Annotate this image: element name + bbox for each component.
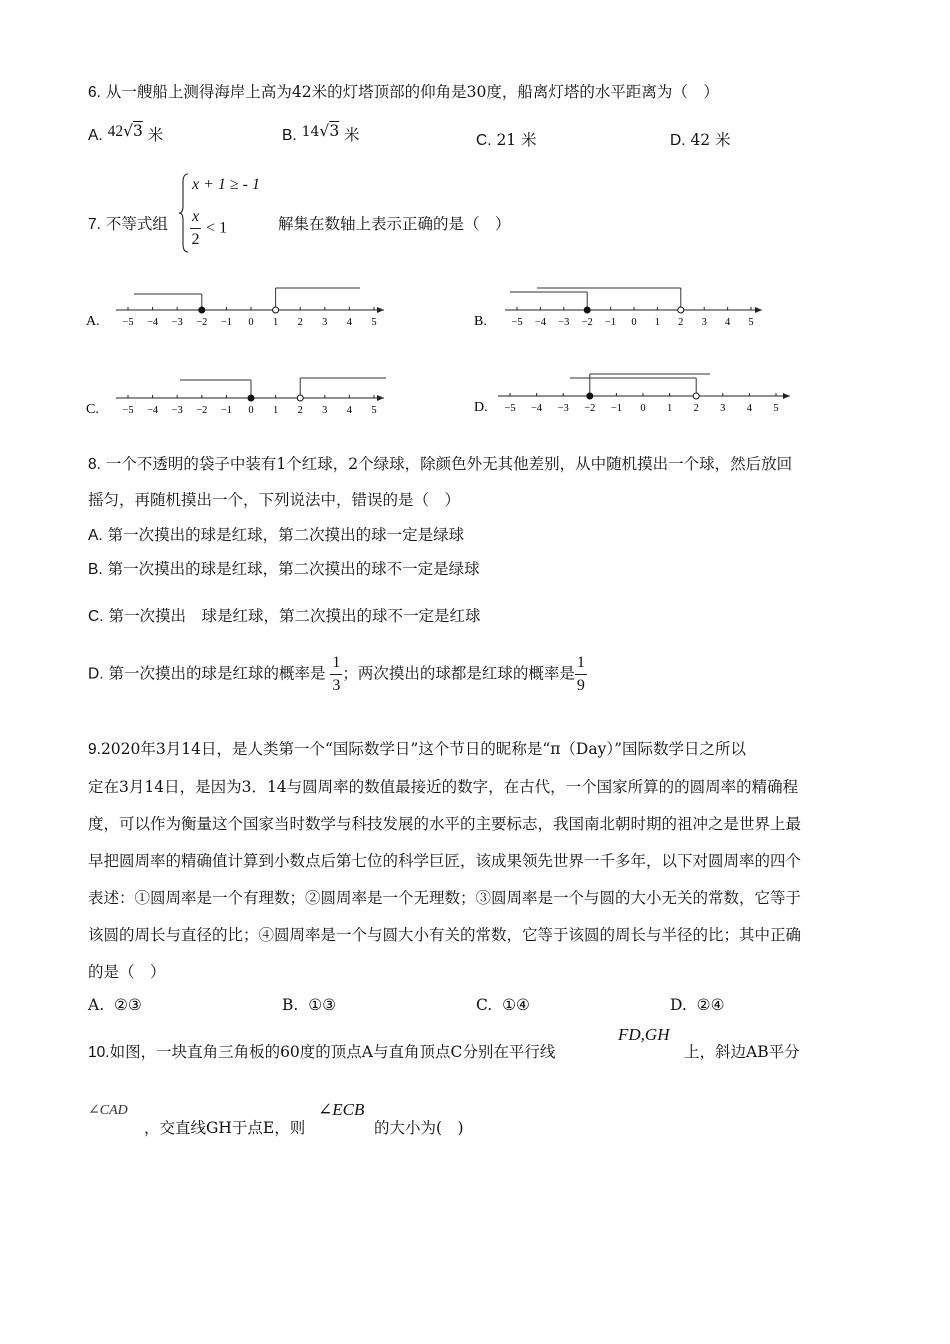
- q8-option-c: C. 第一次摸出 球是红球，第二次摸出的球不一定是红球: [88, 607, 481, 625]
- question-10-line-2-end: 的大小为( ): [374, 1119, 464, 1137]
- question-text: 2020年3月14日，是人类第一个“国际数学日”这个节日的昵称是“π（Day）”国际数学日之所以: [100, 740, 747, 758]
- tick-label: −5: [122, 317, 134, 328]
- tick-label: 5: [371, 405, 377, 416]
- axis-arrow: [377, 395, 384, 401]
- tick-label: 0: [248, 317, 254, 328]
- q8-option-b: B. 第一次摸出的球是红球，第二次摸出的球不一定是绿球: [88, 560, 480, 578]
- parallel-lines-label: FD,GH: [618, 1025, 670, 1044]
- tick-label: 3: [322, 317, 328, 328]
- question-number: 9.: [88, 741, 101, 758]
- option-text: 42 米: [690, 131, 731, 149]
- tick-label: 2: [678, 317, 684, 328]
- number-line-letter: A.: [86, 314, 100, 329]
- question-text: 不等式组: [105, 215, 168, 233]
- question-text: 一个不透明的袋子中装有1个红球，2个绿球，除颜色外无其他差别，从中随机摸出一个球，然后放回: [105, 455, 793, 473]
- option-letter: C.: [476, 996, 493, 1014]
- option-coefficient: 14: [301, 124, 320, 140]
- option-unit: 米: [147, 126, 164, 144]
- tick-label: 2: [297, 317, 303, 328]
- option-text: ②③: [113, 996, 142, 1014]
- tick-label: −3: [171, 405, 183, 416]
- angle-ecb-label: ∠ECB: [318, 1100, 365, 1119]
- question-number: 7.: [88, 216, 101, 233]
- question-7-stem: [88, 212, 168, 234]
- open-endpoint: [297, 395, 303, 401]
- question-9-line-3: 度，可以作为衡量这个国家当时数学与科技发展的水平的主要标志，我国南北朝时期的祖冲之是世界上最: [88, 815, 802, 833]
- tick-label: −5: [504, 403, 516, 414]
- question-9-line-6: 该圆的周长与直径的比；④圆周率是一个与圆大小有关的常数，它等于该圆的周长与半径的比；其中正确: [88, 926, 802, 944]
- number-line-a: [84, 280, 404, 330]
- number-line-c: [84, 368, 394, 418]
- option-text: 21 米: [496, 131, 537, 149]
- option-text: 第一次摸出的球是红球的概率是: [108, 664, 326, 683]
- tick-label: −5: [511, 317, 523, 328]
- question-7-stem-end: 解集在数轴上表示正确的是（ ）: [278, 215, 511, 233]
- fraction-denominator: 9: [575, 674, 587, 697]
- filled-endpoint: [199, 307, 205, 313]
- q9-option-b: [282, 996, 336, 1014]
- question-number: 8.: [88, 456, 101, 473]
- filled-endpoint: [248, 395, 254, 401]
- tick-label: 1: [272, 317, 279, 328]
- tick-label: −3: [558, 317, 570, 328]
- tick-label: −1: [610, 403, 622, 414]
- option-text: 第一次摸出的球是红球，第二次摸出的球不一定是绿球: [107, 560, 480, 578]
- option-letter: A.: [88, 996, 105, 1014]
- tick-label: −3: [171, 317, 183, 328]
- axis-arrow: [377, 307, 384, 313]
- open-endpoint: [678, 307, 684, 313]
- option-text: 第一次摸出的球是红球，第二次摸出的球一定是绿球: [107, 526, 465, 544]
- question-number: 10.: [88, 1044, 110, 1061]
- question-9-line-4: 早把圆周率的精确值计算到小数点后第七位的科学巨匠，该成果领先世界一千多年，以下对圆周率的四个: [88, 852, 802, 870]
- option-letter: B.: [282, 996, 299, 1014]
- question-number: 6.: [88, 84, 101, 101]
- fraction-numerator: 1: [332, 654, 341, 671]
- tick-label: −1: [220, 405, 232, 416]
- tick-label: −4: [531, 403, 543, 414]
- open-endpoint: [693, 393, 699, 399]
- tick-label: 5: [371, 317, 377, 328]
- number-line-d: [472, 366, 802, 418]
- tick-label: −5: [122, 405, 134, 416]
- option-letter: D.: [670, 996, 687, 1014]
- radicand: 3: [329, 122, 340, 140]
- option-text: ；两次摸出的球都是红球的概率是: [342, 664, 575, 683]
- q8-option-a: A. 第一次摸出的球是红球，第二次摸出的球一定是绿球: [88, 526, 465, 544]
- angle-cad-label: ∠CAD: [88, 1103, 128, 1118]
- option-letter: B.: [282, 127, 297, 144]
- tick-label: −2: [584, 403, 596, 414]
- tick-label: −4: [147, 317, 159, 328]
- tick-label: 4: [746, 403, 753, 414]
- fraction-numerator: x: [190, 206, 201, 229]
- question-10-line-1-end: 上，斜边AB平分: [684, 1043, 800, 1061]
- option-letter: D.: [670, 132, 686, 149]
- option-coefficient: 42: [107, 123, 124, 140]
- radicand: 3: [132, 122, 143, 140]
- question-10-line-2: ，交直线GH于点E，则: [144, 1119, 306, 1137]
- tick-label: −3: [557, 403, 569, 414]
- axis-arrow: [783, 393, 790, 399]
- tick-label: 1: [654, 317, 661, 328]
- number-line-letter: B.: [474, 314, 487, 329]
- number-line-b: [472, 280, 772, 330]
- tick-label: 2: [297, 405, 303, 416]
- tick-label: 4: [346, 405, 353, 416]
- question-10-line-1: [88, 1040, 555, 1062]
- question-text: 如图，一块直角三角板的60度的顶点A与直角顶点C分别在平行线: [109, 1043, 556, 1061]
- tick-label: −1: [605, 317, 617, 328]
- tick-label: 3: [701, 317, 707, 328]
- option-text: ①④: [502, 996, 530, 1014]
- tick-label: 0: [248, 405, 254, 416]
- option-letter: C.: [476, 132, 492, 149]
- tick-label: −2: [196, 317, 208, 328]
- option-unit: 米: [344, 126, 360, 144]
- number-line-letter: D.: [474, 400, 488, 415]
- tick-label: −4: [534, 317, 546, 328]
- open-endpoint: [273, 307, 279, 313]
- tick-label: 4: [346, 317, 353, 328]
- question-9-line-7: 的是（ ）: [88, 963, 166, 981]
- question-6-stem: [88, 80, 719, 102]
- filled-endpoint: [587, 393, 593, 399]
- fraction-numerator: 1: [576, 654, 585, 671]
- sqrt-symbol: √: [123, 122, 133, 140]
- tick-label: −1: [220, 317, 232, 328]
- tick-label: 5: [748, 317, 754, 328]
- question-8-stem-line1: [88, 452, 792, 474]
- tick-label: 0: [640, 403, 646, 414]
- option-text: ①③: [308, 996, 336, 1014]
- question-9-line-1: [88, 737, 746, 759]
- axis-arrow: [755, 307, 762, 313]
- fraction-denominator: 2: [191, 231, 200, 248]
- number-line-letter: C.: [86, 402, 99, 417]
- tick-label: 0: [631, 317, 637, 328]
- question-text: 从一艘船上测得海岸上高为42米的灯塔顶部的仰角是30度，船离灯塔的水平距离为（ ）: [105, 83, 719, 101]
- option-letter: A.: [88, 127, 103, 144]
- question-9-line-2: 定在3月14日，是因为3．14与圆周率的数值最接近的数字，在古代，一个国家所算的的圆周率的精确程: [88, 778, 799, 796]
- tick-label: 3: [720, 403, 726, 414]
- option-text: 第一次摸出 球是红球，第二次摸出的球不一定是红球: [108, 607, 481, 625]
- inequality-1: x + 1 ≥ - 1: [192, 176, 261, 193]
- q6-option-c: [476, 128, 537, 150]
- q6-option-b: [282, 122, 360, 145]
- tick-label: 2: [693, 403, 699, 414]
- tick-label: 4: [724, 317, 731, 328]
- q9-option-d: [670, 996, 724, 1014]
- filled-endpoint: [584, 307, 590, 313]
- question-9-line-5: 表述：①圆周率是一个有理数；②圆周率是一个无理数；③圆周率是一个与圆的大小无关的常数，它等于: [88, 889, 802, 907]
- tick-label: −4: [147, 405, 159, 416]
- inequality-2: [190, 206, 227, 251]
- tick-label: 5: [773, 403, 779, 414]
- inequality-rhs: < 1: [206, 219, 228, 237]
- q9-option-c: [476, 996, 530, 1014]
- q9-option-a: [88, 996, 142, 1014]
- fraction-denominator: 3: [330, 674, 342, 697]
- tick-label: −2: [581, 317, 593, 328]
- q6-option-a: [88, 122, 163, 145]
- tick-label: −2: [196, 405, 208, 416]
- question-8-stem-line2: 摇匀，再随机摸出一个，下列说法中，错误的是（ ）: [88, 491, 461, 509]
- option-text: ②④: [696, 996, 725, 1014]
- sqrt-symbol: √: [319, 122, 330, 140]
- tick-label: 3: [322, 405, 328, 416]
- tick-label: 1: [272, 405, 279, 416]
- tick-label: 1: [666, 403, 673, 414]
- q6-option-d: [670, 128, 731, 150]
- q8-option-d: D. 第一次摸出的球是红球的概率是 $\frac{1}{3}$ ；两次摸出的球都是红球的概率是 $\frac{1}{9}$: [88, 652, 587, 697]
